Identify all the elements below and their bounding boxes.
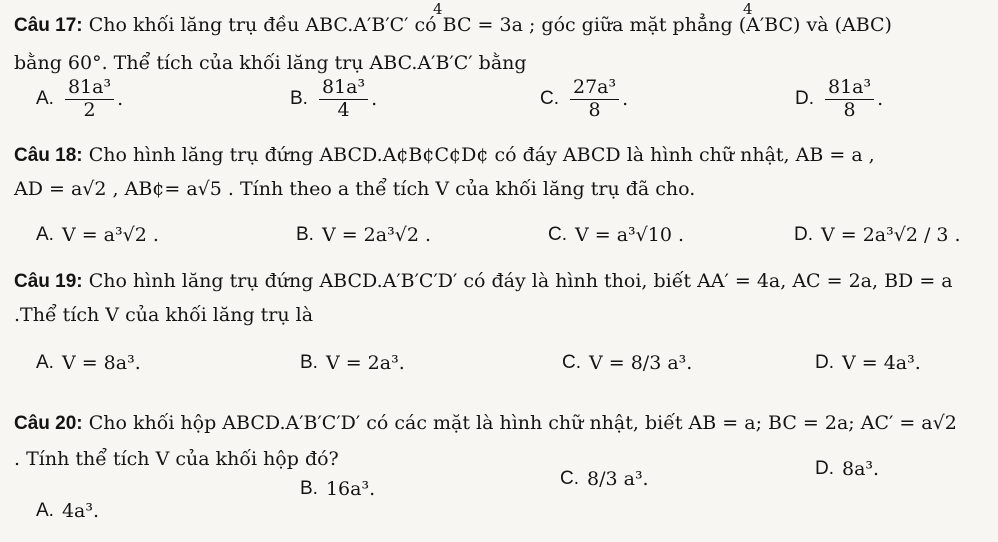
q18-option-b: B. V = 2a³√2 . bbox=[296, 224, 431, 246]
q20-line2: . Tính thể tích V của khối hộp đó? bbox=[14, 448, 339, 470]
q20-option-d: D. 8a³. bbox=[815, 458, 880, 480]
q18-label: Câu 18: bbox=[14, 145, 83, 166]
fraction: $\frac{\text{81a³}}{2}$ bbox=[65, 78, 114, 121]
fraction: $\frac{\text{81a³}}{4}$ bbox=[319, 78, 368, 121]
q20-line1 bbox=[14, 412, 957, 436]
q17-line1 bbox=[14, 14, 892, 38]
fraction: $\frac{\text{27a³}}{8}$ bbox=[570, 78, 619, 121]
q19-label: Câu 19: bbox=[14, 271, 83, 292]
q17-label: Câu 17: bbox=[14, 15, 83, 36]
q18-line2: AD = a√2 , AB¢= a√5 . Tính theo a thể tích V của khối lăng trụ đã cho. bbox=[14, 178, 696, 200]
q18-option-a: A. V = a³√2 . bbox=[36, 224, 159, 246]
q18-stem-1: Cho hình lăng trụ đứng ABCD.A¢B¢C¢D¢ có đáy ABCD là hình chữ nhật, AB = a , bbox=[88, 144, 875, 166]
q17-option-b: B. $\frac{\text{81a³}}{4}$ . bbox=[290, 76, 378, 121]
q17-option-c: C. $\frac{\text{27a³}}{8}$ . bbox=[540, 76, 629, 121]
q18-option-d: D. V = 2a³√2 / 3 . bbox=[794, 224, 961, 246]
q20-option-b: B. 16a³. bbox=[300, 478, 376, 500]
page-number-left: 4 bbox=[433, 0, 443, 18]
q19-option-d: D. V = 4a³. bbox=[815, 352, 921, 374]
q17-option-d: D. $\frac{\text{81a³}}{8}$ . bbox=[795, 76, 884, 121]
q20-stem-1: Cho khối hộp ABCD.A′B′C′D′ có các mặt là hình chữ nhật, biết AB = a; BC = 2a; AC′ = a√2 bbox=[88, 412, 957, 434]
page-number-right: 4 bbox=[743, 0, 753, 18]
q18-line1 bbox=[14, 144, 875, 168]
fraction: $\frac{\text{81a³}}{8}$ bbox=[825, 78, 874, 121]
q20-option-c: C. 8/3 a³. bbox=[560, 468, 649, 490]
q20-option-a: A. 4a³. bbox=[36, 500, 100, 522]
q19-option-a: A. V = 8a³. bbox=[36, 352, 141, 374]
q17-stem-1: Cho khối lăng trụ đều ABC.A′B′C′ có BC = 3a ; góc giữa mặt phẳng (A′BC) và (ABC) bbox=[88, 14, 892, 36]
q19-stem-1: Cho hình lăng trụ đứng ABCD.A′B′C′D′ có đáy là hình thoi, biết AA′ = 4a, AC = 2a, BD = a bbox=[88, 270, 953, 292]
q18-option-c: C. V = a³√10 . bbox=[548, 224, 685, 246]
q19-option-b: B. V = 2a³. bbox=[300, 352, 405, 374]
q19-line1 bbox=[14, 270, 953, 294]
q17-option-a: A. $\frac{\text{81a³}}{2}$ . bbox=[36, 76, 124, 121]
q20-label: Câu 20: bbox=[14, 413, 83, 434]
q19-option-c: C. V = 8/3 a³. bbox=[562, 352, 693, 374]
q17-line2: bằng 60°. Thể tích của khối lăng trụ ABC.A′B′C′ bằng bbox=[14, 52, 527, 74]
q19-line2: .Thể tích V của khối lăng trụ là bbox=[14, 304, 314, 326]
